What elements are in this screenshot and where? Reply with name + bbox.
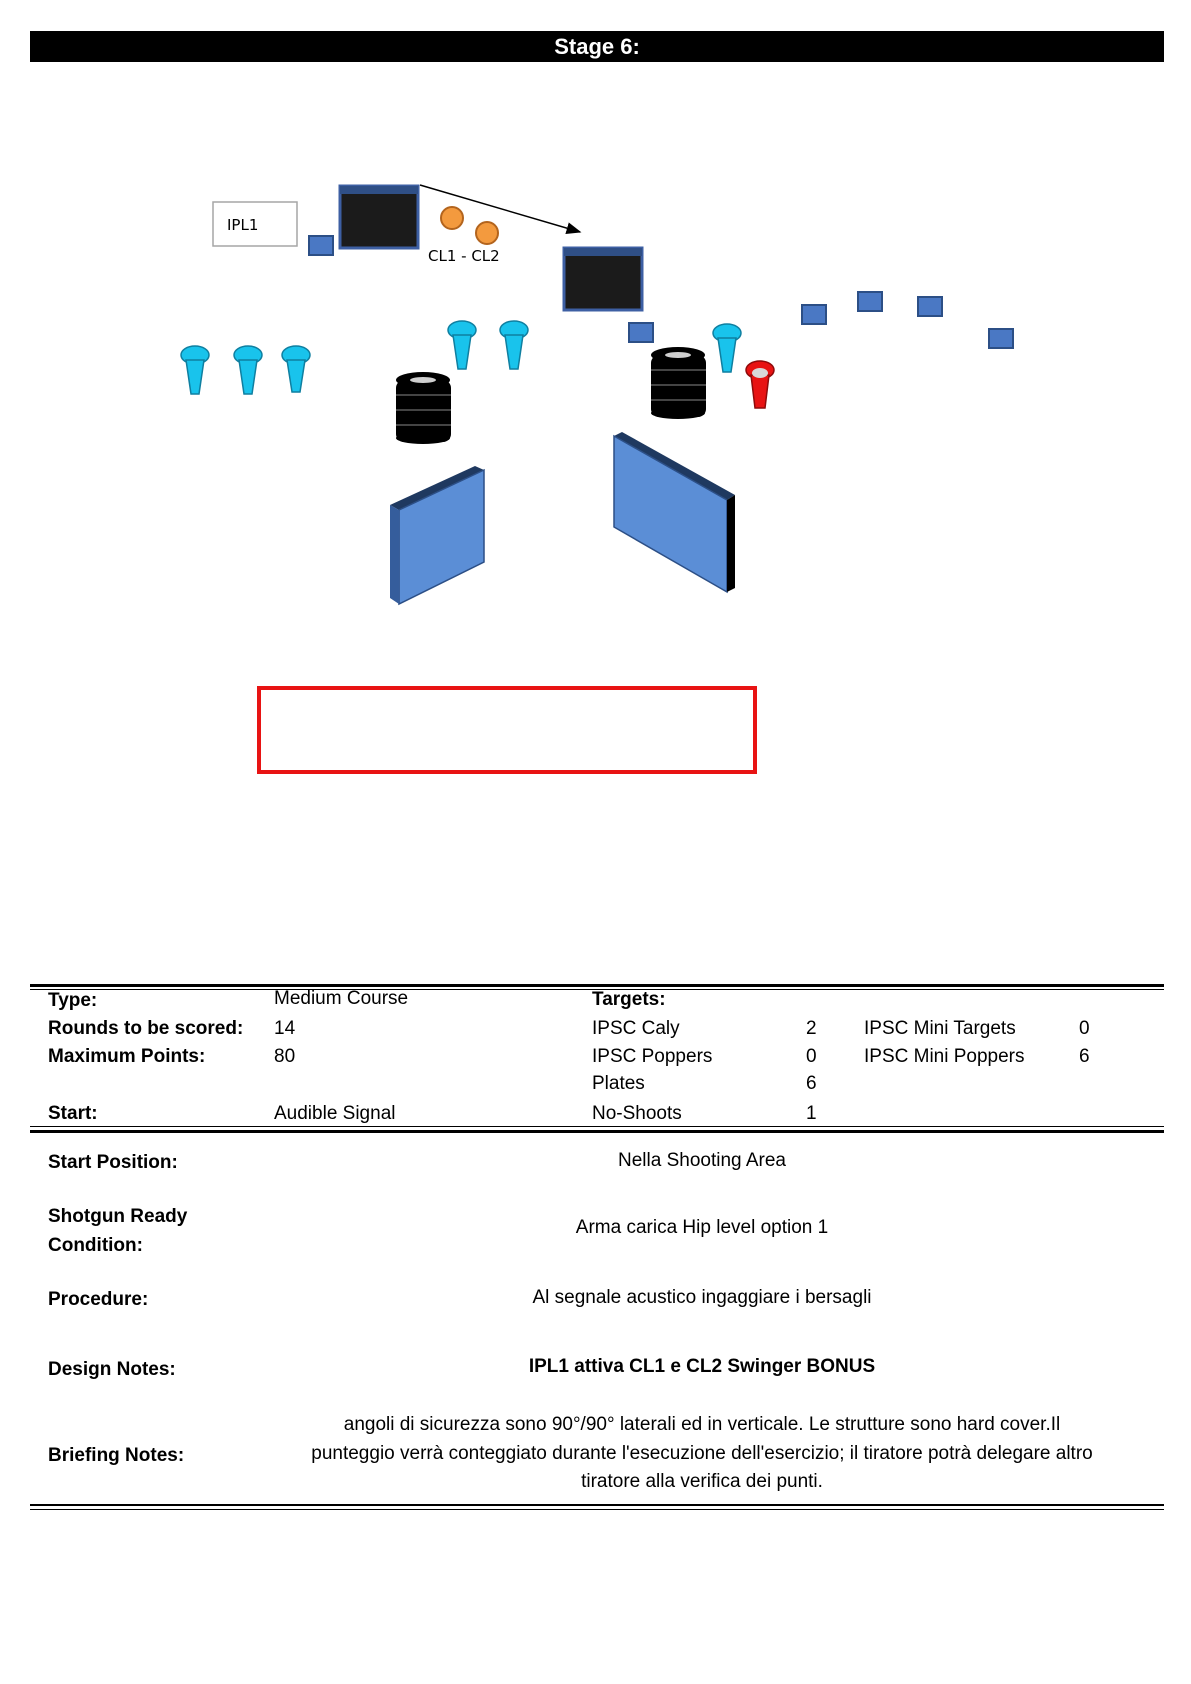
type-value: Medium Course [274,988,409,1009]
briefing-line-3: tiratore alla verifica dei punti. [581,1471,823,1492]
barrel-stack-2 [651,347,706,419]
target-count: 0 [806,1046,817,1067]
target-name: Plates [592,1073,645,1094]
target-count: 2 [806,1018,817,1039]
popper-4 [448,321,476,369]
plate-target-3 [802,305,826,324]
popper-3 [282,346,310,392]
rounds-label: Rounds to be scored: [48,1018,244,1039]
stage-title: Stage 6: [30,31,1164,62]
plate-target-1 [309,236,333,255]
start-position-label: Start Position: [48,1152,178,1173]
targets-label: Targets: [592,989,666,1010]
plate-target-5 [918,297,942,316]
clay-target-1 [441,207,463,229]
rounds-value: 14 [274,1018,296,1039]
shooting-area [259,688,755,772]
wall-right [614,432,735,592]
target-count: 6 [806,1073,817,1094]
target-count: 6 [1079,1046,1090,1067]
popper-1 [181,346,209,394]
plate-target-4 [858,292,882,311]
clay-target-2 [476,222,498,244]
ipl-label: IPL1 [227,216,259,234]
type-label: Type: [48,990,98,1011]
swinger-target-1 [340,186,418,248]
briefing-line-1: angoli di sicurezza sono 90°/90° laterali ed in verticale. Le strutture sono hard cover.Il [343,1414,1061,1435]
wall-left [390,466,484,604]
ipl-label-box [213,202,297,246]
max-points-value: 80 [274,1046,296,1067]
briefing-line-2: punteggio verrà conteggiato durante l'esecuzione dell'esercizio; il tiratore potrà delegare altro [311,1443,1093,1464]
popper-5 [500,321,528,369]
plate-target-6 [989,329,1013,348]
clay-label: CL1 - CL2 [428,247,500,265]
target-name: IPSC Caly [592,1018,680,1039]
ready-label-line2: Condition: [48,1235,143,1256]
start-label: Start: [48,1103,98,1124]
popper-2 [234,346,262,394]
ready-label-line1: Shotgun Ready [48,1206,188,1227]
no-shoot-popper [746,361,774,408]
barrel-stack-1 [396,372,451,444]
target-name: IPSC Mini Poppers [864,1046,1025,1067]
procedure-value: Al segnale acustico ingaggiare i bersagli [532,1287,872,1308]
briefing-notes-label: Briefing Notes: [48,1445,185,1466]
max-points-label: Maximum Points: [48,1046,206,1067]
ready-value: Arma carica Hip level option 1 [575,1217,829,1238]
target-name: No-Shoots [592,1103,682,1124]
design-notes-label: Design Notes: [48,1359,176,1380]
target-name: IPSC Mini Targets [864,1018,1016,1039]
target-name: IPSC Poppers [592,1046,713,1067]
procedure-label: Procedure: [48,1289,149,1310]
popper-6 [713,324,741,372]
start-position-value: Nella Shooting Area [618,1150,786,1171]
plate-target-2 [629,323,653,342]
design-notes-value: IPL1 attiva CL1 e CL2 Swinger BONUS [528,1356,876,1377]
swinger-target-2 [564,248,642,310]
start-value: Audible Signal [274,1103,396,1124]
target-count: 1 [806,1103,817,1124]
target-count: 0 [1079,1018,1090,1039]
